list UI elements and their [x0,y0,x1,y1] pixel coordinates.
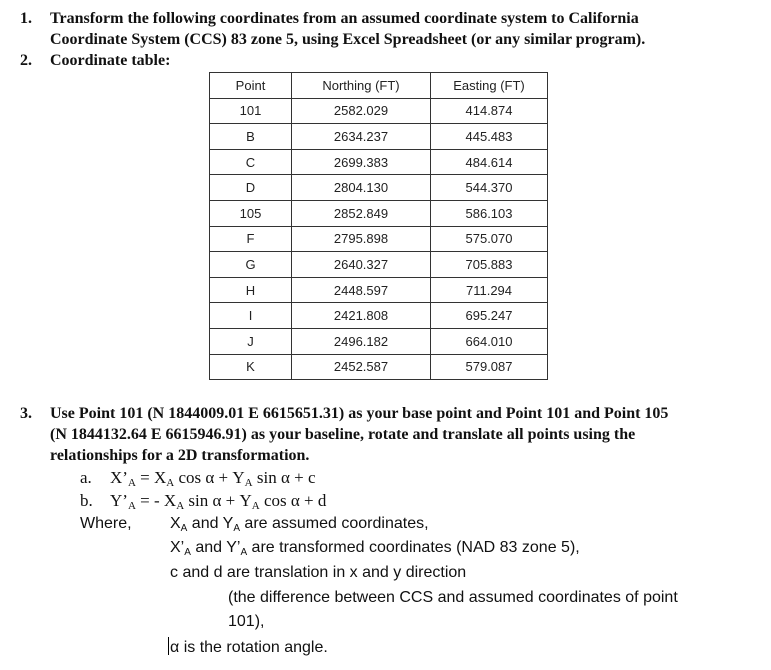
table-row [210,98,548,124]
table-row [210,252,548,278]
cell-easting: 445.483 [431,124,548,150]
table-row [210,175,548,201]
cell-northing: 2448.597 [292,277,431,303]
equation-a-label: a. [80,468,92,487]
cell-easting: 575.070 [431,226,548,252]
table-header-row [210,73,548,99]
cell-point: G [210,252,292,278]
cell-point: F [210,226,292,252]
item-1-number: 1. [20,10,32,27]
cell-point: B [210,124,292,150]
where-label: Where, [80,515,132,532]
cell-northing: 2852.849 [292,200,431,226]
cell-point: D [210,175,292,201]
cell-easting: 544.370 [431,175,548,201]
cell-easting: 711.294 [431,277,548,303]
cell-northing: 2634.237 [292,124,431,150]
where-line-4: (the difference between CCS and assumed coordinates of point [228,589,678,606]
item-3-line-3: relationships for a 2D transformation. [50,447,310,464]
cell-point: I [210,303,292,329]
cell-point: K [210,354,292,380]
item-3-line-2: (N 1844132.64 E 6615946.91) as your baseline, rotate and translate all points using the [50,426,636,443]
equation-b: $Y’_A$ = - $X_A$ $\sin \alpha + Y_A$ cos α + d [110,491,327,512]
cell-northing: 2452.587 [292,354,431,380]
table-row [210,354,548,380]
cell-northing: 2795.898 [292,226,431,252]
item-1-line-1: Transform the following coordinates from an assumed coordinate system to California [50,10,639,27]
header-northing: Northing (FT) [292,73,431,99]
item-3-line-1: Use Point 101 (N 1844009.01 E 6615651.31) as your base point and Point 101 and Point 105 [50,405,669,422]
coordinate-table [209,72,548,380]
table-row [210,303,548,329]
cell-northing: 2640.327 [292,252,431,278]
equation-a: $X’_A = X_A$ $\cos \alpha + Y_A$ sin α + c [110,468,316,489]
text-cursor [168,637,169,655]
cell-easting: 414.874 [431,98,548,124]
item-2-text: Coordinate table: [50,52,171,69]
table-row [210,200,548,226]
cell-point: 101 [210,98,292,124]
header-point: Point [210,73,292,99]
where-line-3: c and d are translation in x and y direction [170,564,467,581]
where-line-1: XA and YA are assumed coordinates, [170,515,429,534]
cell-easting: 579.087 [431,354,548,380]
cell-point: C [210,149,292,175]
table-row [210,277,548,303]
table-row [210,124,548,150]
table-row [210,328,548,354]
table-body [210,98,548,380]
item-2-number: 2. [20,52,32,69]
cell-northing: 2582.029 [292,98,431,124]
cell-point: J [210,328,292,354]
header-easting: Easting (FT) [431,73,548,99]
cell-northing: 2699.383 [292,149,431,175]
cell-northing: 2421.808 [292,303,431,329]
cell-easting: 586.103 [431,200,548,226]
cell-point: 105 [210,200,292,226]
table-row [210,149,548,175]
cell-easting: 484.614 [431,149,548,175]
where-line-5: 101), [228,613,265,630]
where-line-2: X’A and Y’A are transformed coordinates (NAD 83 zone 5), [170,539,580,558]
where-line-6: α is the rotation angle. [170,639,328,656]
table-row [210,226,548,252]
cell-easting: 664.010 [431,328,548,354]
cell-northing: 2496.182 [292,328,431,354]
item-3-number: 3. [20,405,32,422]
equation-b-label: b. [80,491,93,510]
cell-northing: 2804.130 [292,175,431,201]
cell-easting: 705.883 [431,252,548,278]
cell-point: H [210,277,292,303]
cell-easting: 695.247 [431,303,548,329]
item-1-line-2: Coordinate System (CCS) 83 zone 5, using Excel Spreadsheet (or any similar program). [50,31,646,48]
